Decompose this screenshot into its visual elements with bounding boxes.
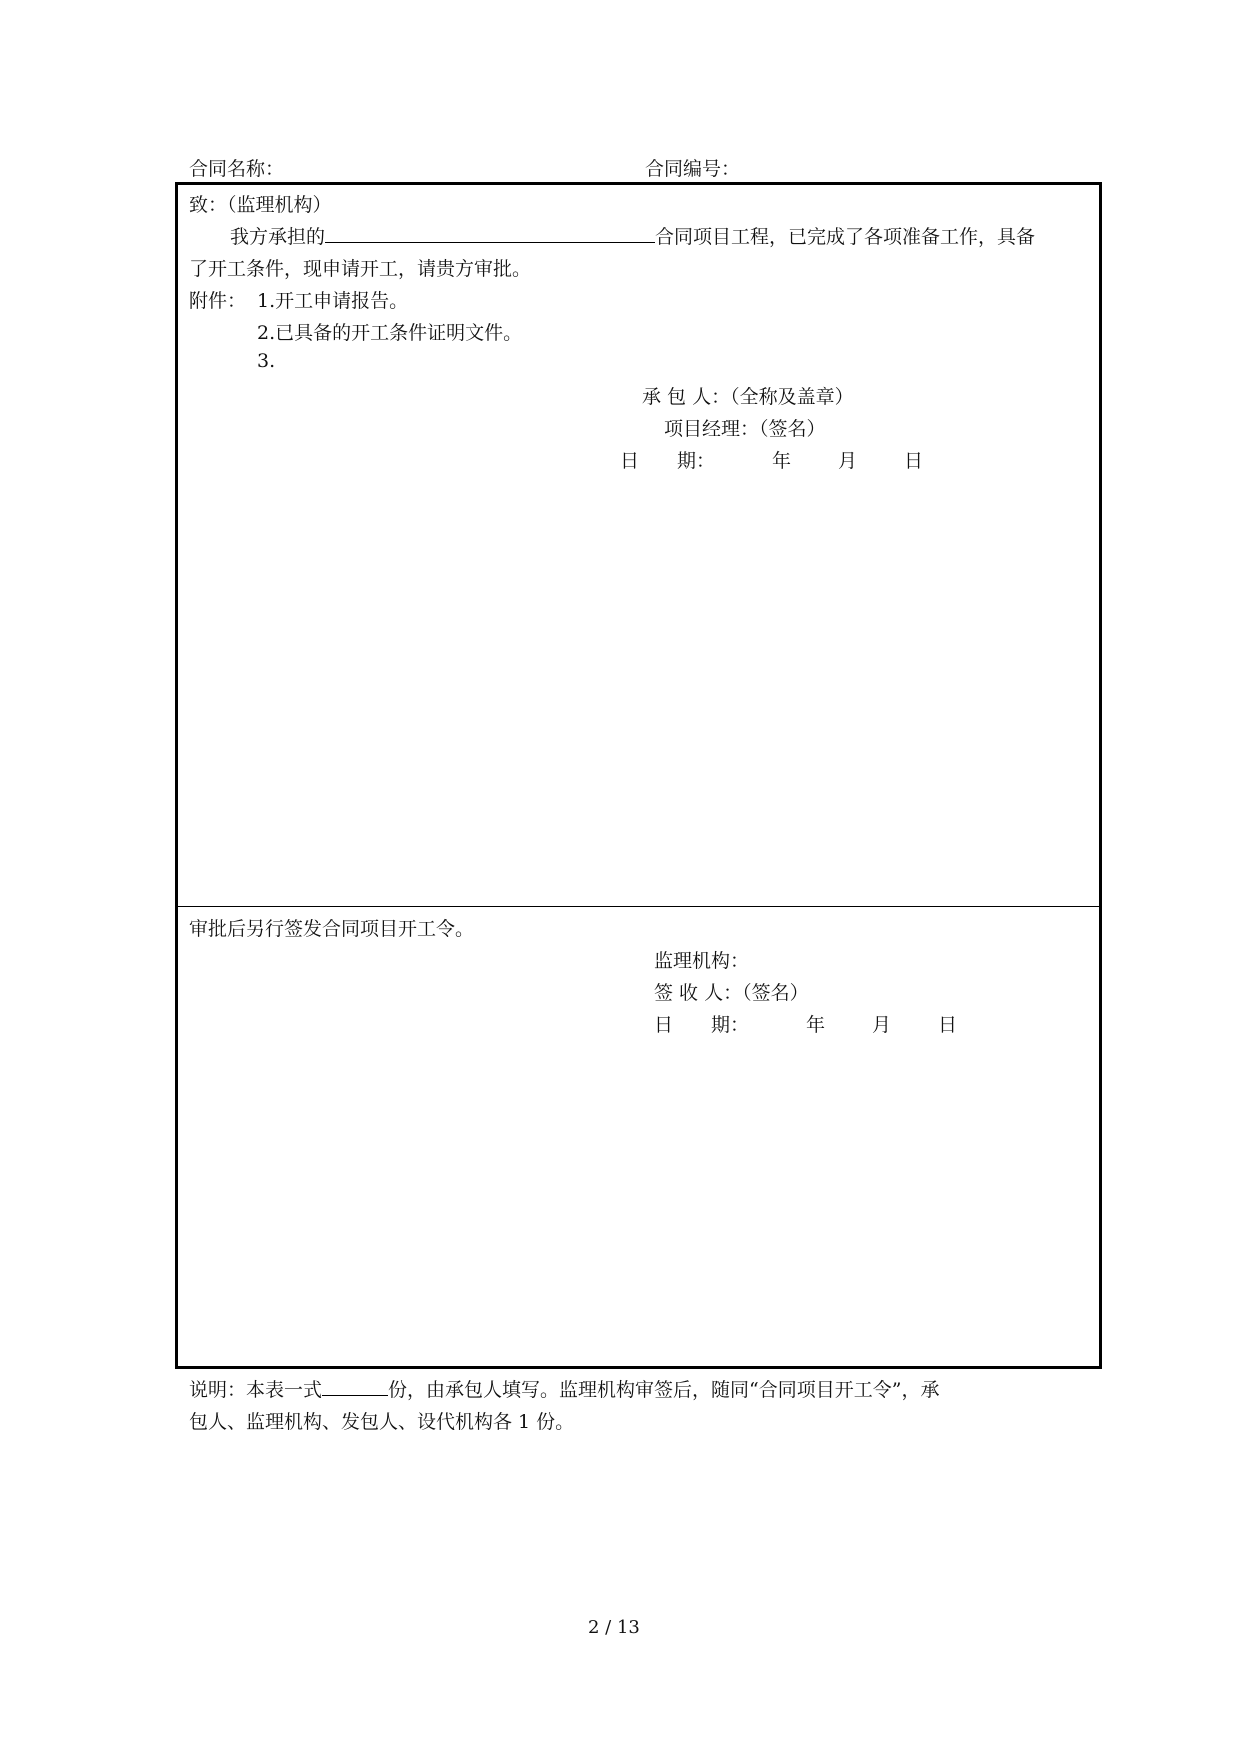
body-suffix: 合同项目工程，已完成了各项准备工作，具备 xyxy=(655,226,1036,248)
contractor-hint: （全称及盖章） xyxy=(730,386,854,408)
approval-date-month: 月 xyxy=(872,1014,892,1036)
attachments-label: 附件： xyxy=(189,290,247,312)
attachment-item-2: 2.已具备的开工条件证明文件。 xyxy=(257,322,523,344)
contractor-line xyxy=(642,382,854,409)
application-date-month: 月 xyxy=(838,450,858,472)
application-body-line2: 了开工条件，现申请开工，请贵方审批。 xyxy=(189,258,532,280)
note-prefix: 说明：本表一式 xyxy=(189,1379,323,1401)
project-manager-line xyxy=(664,414,826,441)
footer-note-line2: 包人、监理机构、发包人、设代机构各 1 份。 xyxy=(189,1411,575,1433)
form-table xyxy=(175,182,1102,1369)
project-name-blank xyxy=(325,223,655,243)
approval-date-year: 年 xyxy=(806,1014,826,1036)
supervision-agency-label: 监理机构： xyxy=(654,950,750,972)
contract-number-label: 合同编号： xyxy=(645,158,741,180)
application-date-label: 日 期： xyxy=(620,450,716,472)
project-manager-label: 项目经理： xyxy=(664,418,760,440)
attachment-item-1: 1.开工申请报告。 xyxy=(257,290,409,312)
note-middle: 份，由承包人填写。监理机构审签后，随同“合同项目开工令”，承 xyxy=(388,1379,940,1401)
project-manager-hint: （签名） xyxy=(759,418,826,440)
approval-date-label: 日 期： xyxy=(654,1014,750,1036)
receiver-hint: （签名） xyxy=(742,982,809,1004)
approval-date-day: 日 xyxy=(938,1014,958,1036)
contractor-label: 承 包 人： xyxy=(642,386,731,408)
receiver-label: 签 收 人： xyxy=(654,982,743,1004)
receiver-line xyxy=(654,978,809,1005)
contract-name-label: 合同名称： xyxy=(189,158,285,180)
footer-note-line1 xyxy=(189,1375,939,1402)
section-divider xyxy=(175,906,1102,907)
body-prefix: 我方承担的 xyxy=(230,226,326,248)
copies-blank xyxy=(322,1376,388,1396)
attachment-item-3: 3. xyxy=(257,350,276,372)
application-date-year: 年 xyxy=(772,450,792,472)
addressee-label: 致：（监理机构） xyxy=(189,194,332,216)
application-body-line1 xyxy=(230,222,1035,249)
approval-note: 审批后另行签发合同项目开工令。 xyxy=(189,918,475,940)
application-date-day: 日 xyxy=(904,450,924,472)
page-number: 2 / 13 xyxy=(588,1617,640,1638)
